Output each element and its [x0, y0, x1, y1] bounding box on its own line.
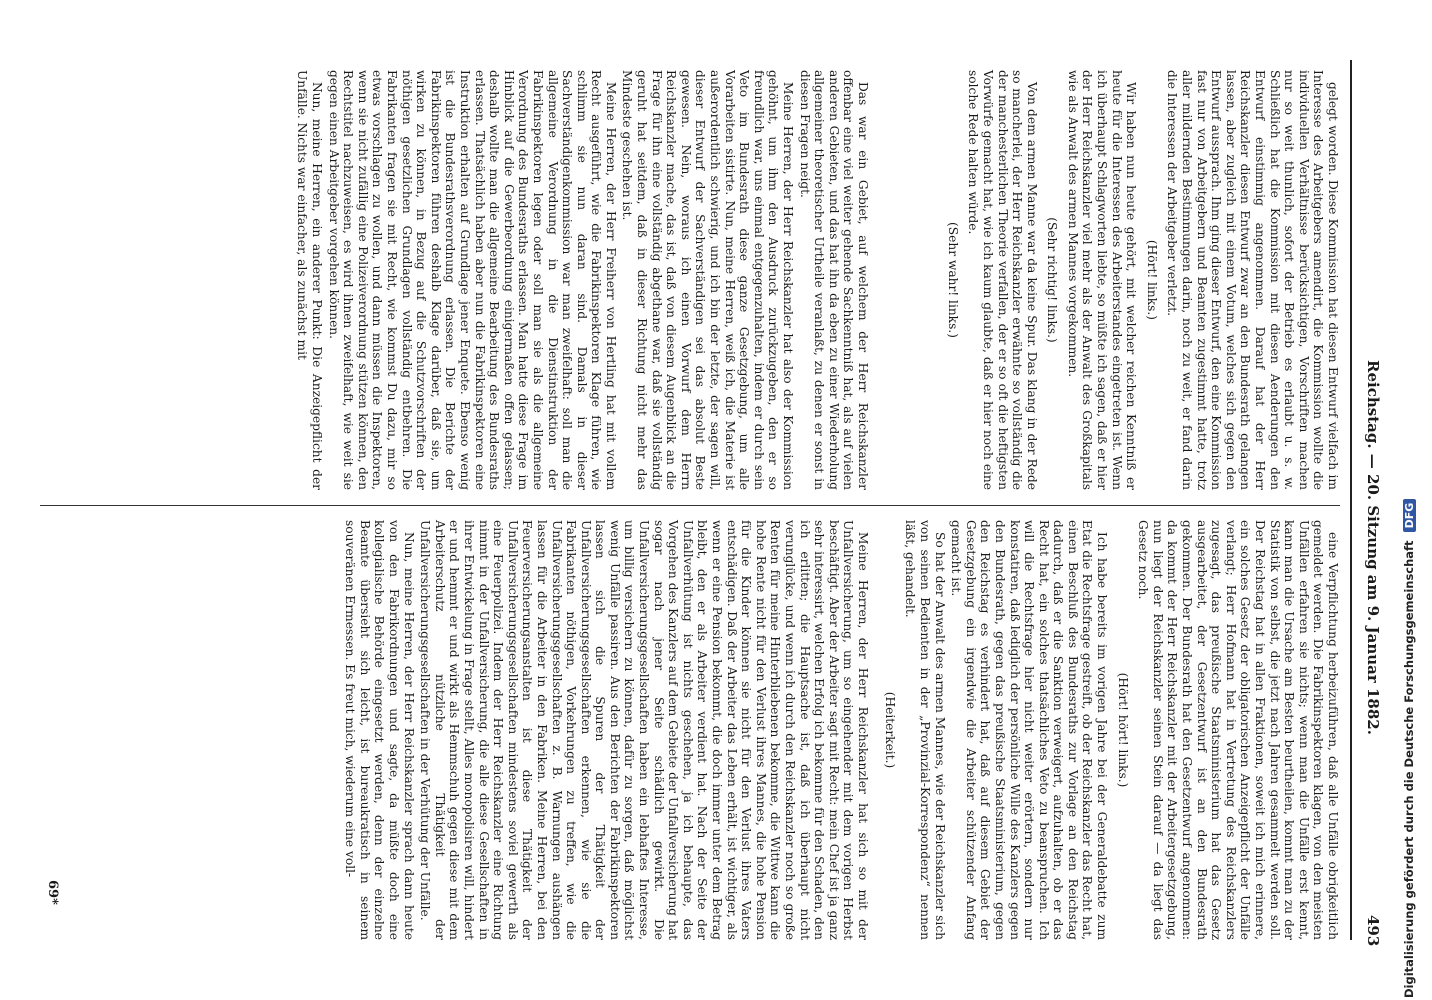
interjection: (Hört! hört! links.)	[1115, 672, 1130, 788]
interjection: (Sehr wahr! links.)	[945, 222, 960, 338]
interjection: (Heiterkeit.)	[882, 691, 897, 769]
credit-text: Digitalisierung gefördert durch die Deutsche Forschungsgemeinschaft	[1402, 540, 1416, 998]
column-divider	[40, 505, 1340, 506]
header-rule	[1350, 60, 1352, 940]
dfg-credit	[1402, 0, 1426, 998]
paragraph: gelegt worden. Diese Kommission hat diesen Entwurf vielfach im Interesse des Arbeitgebers amendirt, die Kommission wollte die individuellen Verhältnisse berücksichtigen, Vorschriften machen nur so weit thunlich, sofort der Betrieb es erlaubt u. s. w. Schließlich hat die Kommission mit diesen Aenderungen den Entwurf einstimmig angenommen. Darauf hat der Herr Reichskanzler diesen Entwurf zwar an den Bundesrath gelangen lassen, aber zugleich mit einem Votum, welches sich gegen den Entwurf aussprach. Ihm ging dieser Entwurf, den eine Kommission fast nur von Arbeitgebern und Beamten zugestimmt hatte, trotz aller mildernden Bestimmungen darin, noch zu weit, er fand darin die Interessen der Arbeitgeber verletzt.	[1165, 70, 1340, 490]
interjection: (Sehr richtig! links.)	[1045, 217, 1060, 343]
dfg-logo: DFG	[1403, 499, 1416, 533]
interjection: (Hört! links.)	[1144, 239, 1159, 321]
paragraph: Nun, meine Herren, ein anderer Punkt: Die Anzeigepflicht der Unfälle. Nichts war einfacher, als zunächst mit	[295, 70, 325, 490]
column-lower-left	[40, 70, 870, 490]
paragraph: eine Verpflichtung herbeizuführen, daß alle Unfälle obrigkeitlich gemeldet werden. Die Fabrikinspektoren klagen, von den meisten Unfällen erfahren sie nichts; wenn man die Unfälle erst kennt, kann man die Ursache am Besten beurtheilen, kommt man zu der Statistik von selbst, die jetzt nach Jahren gesammelt werden soll. Der Reichstag hat in allen Fraktionen, soweit ich mich erinnere, ein solches Gesetz der obligatorischen Anzeigepflicht der Unfälle verlangt; Herr Hofmann hat in Vertretung des Reichskanzlers zugesagt, das preußische Staatsministerium hat das Gesetz ausgearbeitet, der Gesetzentwurf ist an den Bundesrath gekommen. Der Bundesrath hat den Gesetzentwurf angenommen: da kommt der Herr Reichskanzler mit der Arbeitergesetzgebung, nun liegt der Reichskanzler seinen Stein darauf — da liegt das Gesetz noch.	[1136, 520, 1340, 940]
paragraph: Wir haben nun heute gehört, mit welcher reichen Kenntniß er heute für die Interessen des Arbeiterstandes eingetreten ist. Wenn ich überhaupt Schlagworten liebte, so müßte ich sagen, daß er hier der Herr Reichskanzler viel mehr als der Anwalt des Großkapitals wie als Anwalt des armen Mannes vorgekommen.	[1065, 70, 1139, 490]
paragraph: Meine Herren, der Herr Reichskanzler hat also der Kommission gehöhnt, um ihm den Ausdruck zurückzugeben, den er so freundlich war, uns einmal entgegenzuhalten, indem er durch sein Veto im Bundesrath diese ganze Gesetzgebung, um alle Vorarbeiten sistirte. Nun, meine Herren, weiß ich, die Materie ist außerordentlich schwierig, und ich bin der letzte, der sagen will, dieser Entwurf der Sachverständigen sei das absolut Beste gewesen. Nein, woraus ich einen Vorwurf dem Herrn Reichskanzler mache, das ist, daß von diesem Augenblick an die Frage für ihn eine vollständig abgethane war, daß sie vollständig geruht hat seitdem, daß in dieser Richtung nicht mehr das Mindeste geschehen ist.	[620, 70, 796, 490]
paragraph: Von dem armen Manne war da keine Spur. Das klang in der Rede so mancherlei, der Herr Reichskanzler erwähnte so vollständig die der manchesterlichen Theorie verfallen, der er so oft die heftigsten Vorwürfe gemacht hat, wie ich kaum glaubte, daß er hier noch eine solche Rede halten würde.	[966, 70, 1039, 490]
header-title: Reichstag. — 20. Sitzung am 9. Januar 1882.	[1364, 360, 1382, 735]
paragraph: Meine Herren, der Herr Freiherr von Hertling hat mit vollem Recht ausgeführt, wie die Fabrikinspektoren Klage führen, wie schlimm sie nun daran sind. Damals in dieser Sachverständigenkommission war man zweifelhaft: soll man die allgemeine Verordnung in die Dienstinstruktion der Fabrikinspektoren legen oder soll man sie als die allgemeine Verordnung des Bundesraths erlassen. Man hatte diese Frage im Hinblick auf die Gewerbeordnung einigermaßen offen gelassen; deshalb wollte man die allgemeine Bearbeitung des Bundesraths erlassen. Thatsächlich haben aber nun die Fabrikinspektoren eine Instruktion erhalten auf Grundlage jener Enquete. Ebenso wenig ist die Bundesrathsverordnung erlassen. Die Berichte der Fabrikinspektoren führen deshalb Klage darüber, daß sie, um wirken zu können, in Bezug auf die Schutzvorschriften der nöthigen gesetzlichen Grundlagen vollständig entbehren. Die Fabrikanten fragen sie mit Recht, wie kommst Du dazu, mir so etwas vorschlagen zu wollen, und dann müssen die Inspektoren, wenn sie nicht zufällig eine Polizeiverordnung stützen können, den Rechtstitel nachzuweisen, es wird ihnen zweifelhaft, wie weit sie gegen einen Arbeitgeber vorgehen können.	[326, 70, 618, 490]
paragraph: Ich habe bereits im vorigen Jahre bei der Generaldebatte zum Etat die Rechtsfrage gestreift, ob der Reichskanzler das Recht hat, einen Beschluß des Bundesraths zur Vorlage an den Reichstag dadurch, daß er die Sanktion verweigert, aufzuhalten, ob er das Recht hat, ein solches thatsächliches Veto zu beanspruchen. Ich will die Rechtsfrage hier nicht weiter erörtern, sondern nur konstatiren, daß lediglich der persönliche Wille des Kanzlers gegen den Bundesrath, gegen das preußische Staatsministerium, gegen den Reichstag es verhindert hat, daß auf diesem Gebiet der Gesetzgebung ein irgendwie die Arbeiter schützender Anfang gemacht ist.	[949, 520, 1110, 940]
column-lower-right	[70, 520, 870, 940]
page-number: 493	[1364, 915, 1382, 947]
paragraph: So hat der Anwalt des armen Mannes, wie der Reichskanzler sich von seinen Bedienten in der „Provinzial-Korrespondenz“ nennen läßt, gehandelt.	[903, 520, 947, 940]
column-upper-left	[885, 70, 1340, 490]
column-upper-right	[882, 520, 1340, 940]
paragraph: Das war ein Gebiet, auf welchem der Herr Reichskanzler offenbar eine viel weiter gehende Sachkenntniß hat, als auf vielen anderen Gebieten, und das hat ihn da eben zu einer Wiederholung allgemeiner theoretischer Urtheile veranlaßt, zu denen er sonst in diesen Fragen neigt.	[797, 70, 870, 490]
running-header	[1352, 60, 1382, 947]
paragraph: Meine Herren, der Herr Reichskanzler hat sich so mit der Unfallversicherung, um so eingehender mit dem vorigen Herbst beschäftigt. Aber der Arbeiter sagt mit Recht: mein Chef ist ja ganz sehr interessirt, welchen Erfolg ich bekomme für den Schaden, den ich erlitten; die Hauptsache ist, daß ich überhaupt nicht verunglücke, und wenn ich durch den Reichskanzler noch so große Renten für meine Hinterbliebenen bekomme, die Wittwe kann die hohe Rente nicht für den Verlust ihres Mannes, die hohe Pension für die Kinder können sie nicht für den Verlust ihres Vaters entschädigen. Daß der Arbeiter das Leben erhält, ist wichtiger, als wenn er eine Pension bekommt, die doch immer unter dem Betrag bleibt, den er als Arbeiter verdient hat. Nach der Seite der Unfallverhütung ist nichts geschehen, ja ich behaupte, das Vorgehen des Kanzlers auf dem Gebiete der Unfallversicherung hat sogar nach jener Seite schädlich gewirkt. Die Unfallversicherungsgesellschaften haben ein lebhaftes Interesse, um billig versichern zu können, dafür zu sorgen, daß möglichst wenig Unfälle passiren. Aus den Berichten der Fabrikinspektoren lassen sich die Spuren der Thätigkeit der Unfallversicherungsgesellschaften erkennen, wie sie die Fabrikanten nöthigen, Vorkehrungen zu treffen, wie die Unfallversicherungsgesellschaften z. B. Warnungen aushängen lassen für die Arbeiter in den Fabriken. Meine Herren, bei den Feuerversicherungsanstalten ist diese Thätigkeit der Unfallversicherungsgesellschaften mindestens soviel gewerth als eine Feuerpolizei. Indem der Herr Reichskanzler eine Richtung nimmt in der Unfallversicherung, die alle diese Gesellschaften in ihrer Entwickelung in Frage stellt, Alles monopolisiren will, hindert er und hemmt er und wirkt als Hemmschuh gegen diese mit dem Arbeiterschutz nützliche Thätigkeit der Unfallversicherungsgesellschaften in der Verhütung der Unfälle.	[418, 520, 870, 940]
paragraph: Nun, meine Herren, der Herr Reichskanzler sprach dann heute von den Fabrikordnungen und sagte, da müßte doch eine kollegialische Behörde eingesetzt werden, denn der einzelne Beamte übersieht sich leicht, ist bureaukratisch in seinem souveränen Ermessen. Es freut mich, wiederum eine voll-	[343, 520, 416, 940]
signature-mark: 69*	[45, 880, 60, 905]
